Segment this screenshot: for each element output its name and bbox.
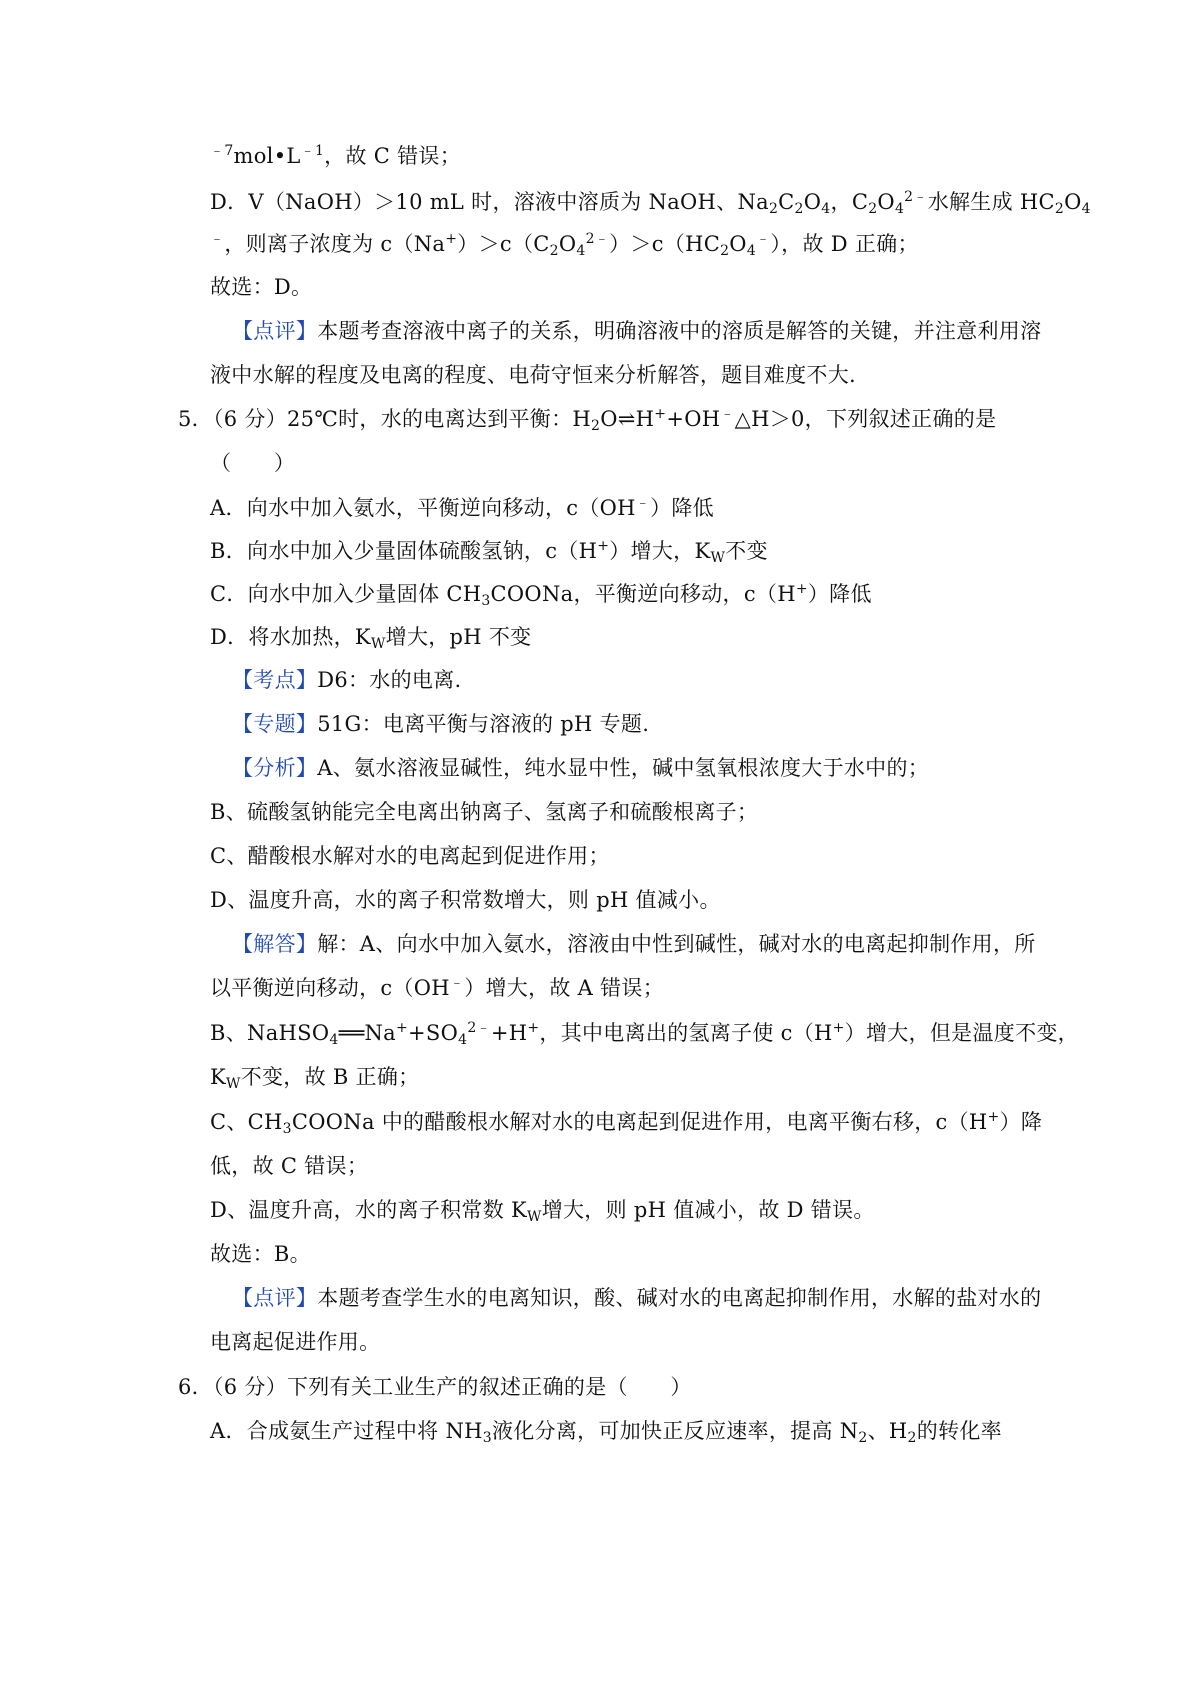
option-a: A．合成氨生产过程中将 $NH_3$液化分离，可加快正反应速率，提高 $N_2$、$H_2$的转化率 — [210, 1419, 1002, 1446]
kaodian-line: 【考点】D6：水的电离. — [232, 668, 462, 692]
text-line: D、温度升高，水的离子积常数 $K_W$增大，则 pH 值减小，故 D 错误。 — [210, 1198, 875, 1225]
option-c: C．向水中加入少量固体 $CH_3COONa$，平衡逆向移动，c（H+）降低 — [210, 581, 872, 609]
text-line: C、$CH_3COONa$ 中的醋酸根水解对水的电离起到促进作用，电离平衡右移，c（H+）降 — [210, 1109, 1043, 1137]
text-line: ﹣，则离子浓度为 $c(Na^+)>c(C_2O_4^{2﹣})>c(HC_2O_4^﹣)$，故 D 正确； — [210, 231, 919, 259]
text-line: 以平衡逆向移动，c（OH﹣）增大，故 A 错误； — [210, 975, 665, 1000]
text-line: $^{﹣7}mol•L^{﹣1}$，故 C 错误； — [210, 143, 461, 168]
fenxi-tag: 【分析】 — [232, 756, 318, 780]
text-line: 故选：B。 — [210, 1242, 311, 1266]
text-line: 故选：D。 — [210, 275, 313, 299]
text-line: $K_W$不变，故 B 正确； — [210, 1065, 420, 1092]
zhuanti-tag: 【专题】 — [232, 712, 318, 736]
jieda-tag: 【解答】 — [232, 932, 318, 956]
zhuanti-line: 【专题】51G：电离平衡与溶液的 pH 专题. — [232, 712, 650, 736]
text-line: 低，故 C 错误； — [210, 1154, 369, 1178]
fenxi-line: 【分析】A、氨水溶液显碱性，纯水显中性，碱中氢氧根浓度大于水中的； — [232, 756, 930, 780]
question-5-stem: 5．（6 分）25℃时，水的电离达到平衡：$H_2O\rightleftharpoons H^++OH^﹣\triangle H>0$，下列叙述正确的是 — [178, 406, 997, 434]
comment-line: 【点评】本题考查溶液中离子的关系，明确溶液中的溶质是解答的关键，并注意利用溶 — [232, 319, 1042, 343]
text-line: 电离起促进作用。 — [210, 1330, 381, 1354]
text-line: （ ） — [210, 451, 296, 475]
text-line: B、硫酸氢钠能完全电离出钠离子、氢离子和硫酸根离子； — [210, 800, 759, 824]
text-line: B、$NaHSO_4══Na^++SO_4^{2﹣}+H^+$，其中电离出的氢离子使 c（H+）增大，但是温度不变， — [210, 1020, 1079, 1048]
option-b: B．向水中加入少量固体硫酸氢钠，c（H+）增大，$K_W$不变 — [210, 538, 768, 566]
text-line: 液中水解的程度及电离的程度、电荷守恒来分析解答，题目难度不大. — [210, 363, 856, 387]
text-line: C、醋酸根水解对水的电离起到促进作用； — [210, 844, 610, 868]
option-d: D．将水加热，$K_W$增大，pH 不变 — [210, 625, 532, 652]
text-line: D．V（NaOH）＞10 mL 时，溶液中溶质为 NaOH、$Na_2C_2O_4$，$C_2O_4^{2﹣}$水解生成 $HC_2O_4$ — [210, 189, 1091, 217]
option-a: A．向水中加入氨水，平衡逆向移动，c（OH﹣）降低 — [210, 495, 714, 520]
comment-tag: 【点评】 — [232, 319, 318, 343]
comment-tag: 【点评】 — [232, 1286, 318, 1310]
jieda-line: 【解答】解：A、向水中加入氨水，溶液由中性到碱性，碱对水的电离起抑制作用，所 — [232, 932, 1036, 956]
question-6-stem: 6．（6 分）下列有关工业生产的叙述正确的是（ ） — [178, 1375, 692, 1399]
text-line: D、温度升高，水的离子积常数增大，则 pH 值减小。 — [210, 888, 721, 912]
kaodian-tag: 【考点】 — [232, 668, 318, 692]
comment-line: 【点评】本题考查学生水的电离知识，酸、碱对水的电离起抑制作用，水解的盐对水的 — [232, 1286, 1042, 1310]
